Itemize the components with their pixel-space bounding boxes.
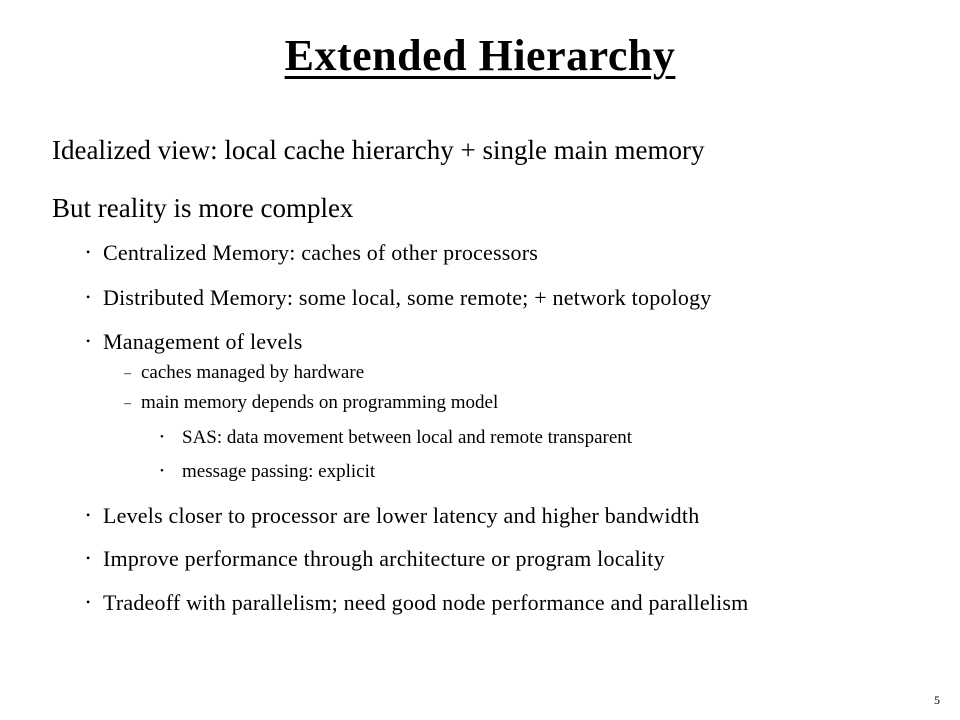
dash-main-memory (124, 392, 498, 414)
page-number: 5 (934, 693, 940, 707)
bullet-text: Management of levels (103, 329, 303, 354)
sub-bullet-message-passing (160, 461, 375, 483)
bullet-text: Levels closer to processor are lower latency and higher bandwidth (103, 503, 700, 528)
dash-text: main memory depends on programming model (141, 392, 499, 413)
bullet-text: Tradeoff with parallelism; need good node performance and parallelism (103, 590, 749, 615)
sub-bullet-sas (160, 427, 632, 449)
slide-title: Extended Hierarchy (284, 31, 676, 80)
point-idealized-view: Idealized view: local cache hierarchy + single main memory (52, 135, 705, 165)
bullet-icon: • (86, 595, 91, 610)
bullet-text: Improve performance through architecture or program locality (103, 546, 665, 571)
bullet-tradeoff (86, 590, 749, 616)
bullet-icon: • (160, 430, 164, 443)
point-reality-complex: But reality is more complex (52, 193, 354, 223)
bullet-levels-closer (86, 503, 699, 529)
bullet-distributed-memory (86, 285, 712, 311)
dash-caches-hardware (124, 362, 364, 384)
bullet-improve-performance (86, 546, 665, 572)
bullet-text: Centralized Memory: caches of other processors (103, 240, 538, 265)
bullet-management-levels (86, 329, 303, 355)
bullet-icon: • (160, 464, 164, 477)
bullet-icon: • (86, 334, 91, 349)
dash-text: caches managed by hardware (141, 362, 365, 383)
bullet-icon: • (86, 290, 91, 305)
bullet-text: Distributed Memory: some local, some remote; + network topology (103, 285, 712, 310)
bullet-icon: • (86, 551, 91, 566)
dash-icon: – (124, 395, 131, 411)
sub-bullet-text: SAS: data movement between local and remote transparent (182, 427, 633, 448)
sub-bullet-text: message passing: explicit (182, 461, 376, 482)
dash-icon: – (124, 365, 131, 381)
bullet-icon: • (86, 245, 91, 260)
bullet-centralized-memory (86, 240, 538, 266)
bullet-icon: • (86, 508, 91, 523)
